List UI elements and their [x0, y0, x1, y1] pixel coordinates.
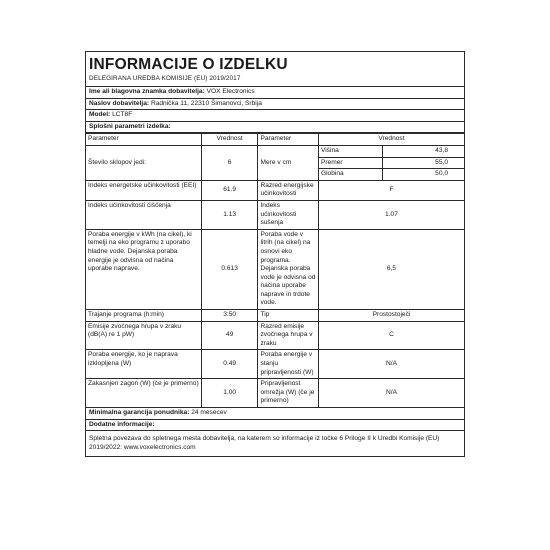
settings-value: 6 [201, 145, 258, 180]
standby-label: Poraba energije v stanju pripravljenosti (W) [258, 350, 318, 379]
table-row-off-mode [86, 350, 464, 379]
supplier-address-label: Naslov dobavitelja: [89, 99, 150, 107]
eei-label: Indeks energetske učinkovitosti (EEI) [86, 180, 201, 200]
off-mode-value: 0.49 [201, 350, 258, 379]
duration-label: Trajanje programa (h:min) [86, 310, 201, 322]
parameters-table [86, 133, 464, 408]
dimensions-label: Mere v cm [258, 145, 318, 180]
column-header-value: Vrednost [201, 134, 258, 146]
supplier-brand-label: Ime ali blagovna znamka dobavitelja: [89, 88, 205, 95]
dim-width-value: 55,0 [383, 157, 464, 169]
cleaning-index-label: Indeks učinkovitosti čiščenja [86, 200, 201, 229]
table-row-eei [86, 180, 464, 200]
supplier-address-value: Radnička 11, 22310 Šimanovci, Srbija [150, 99, 262, 107]
noise-class-label: Razred emisije zvočnega hrupa v zraku [258, 321, 318, 350]
additional-info-row [86, 420, 464, 432]
additional-info-label: Dodatne informacije: [89, 420, 155, 428]
column-header-parameter: Parameter [86, 134, 201, 146]
model-value: LCT8F [112, 111, 133, 119]
type-label: Tip [258, 310, 318, 322]
type-value: Prostostoječi [318, 310, 464, 322]
noise-label: Emisije zvočnega hrupa v zraku (dB(A) re 1 pW) [86, 321, 201, 350]
warranty-row [86, 408, 464, 420]
duration-value: 3:50 [201, 310, 258, 322]
drying-index-value: 1.07 [318, 200, 464, 229]
regulation-subtitle: DELEGIRANA UREDBA KOMISIJE (EU) 2019/2017 [89, 75, 241, 82]
noise-class-value: C [318, 321, 464, 350]
dim-row [319, 157, 464, 169]
cleaning-index-value: 1.13 [201, 200, 258, 229]
table-row-duration [86, 310, 464, 322]
warranty-label: Minimalna garancija ponudnika: [89, 409, 190, 416]
table-row-energy [86, 229, 464, 309]
dim-depth-value: 50,0 [435, 170, 448, 178]
delay-start-label: Zakasnjen zagon (W) (če je primerno) [86, 379, 201, 408]
supplier-brand-value: VOX Electronics [206, 88, 255, 95]
drying-index-label: Indeks učinkovitosti sušenja [258, 200, 318, 229]
table-row-noise [86, 321, 464, 350]
general-params-label: Splošni parametri izdelka: [89, 122, 171, 130]
model-row [86, 110, 464, 122]
energy-consumption-label: Poraba energije v kWh (na cikel), ki temelji na eko programu z uporabo hladne vode. Dejanska poraba energije je odvisna od načina uporabe naprave. [86, 229, 201, 309]
off-mode-label: Poraba energije, ko je naprava izklopljena (W) [86, 350, 201, 379]
energy-class-label: Razred energijske učinkovitosti [258, 180, 318, 200]
eei-value: 61.9 [201, 180, 258, 200]
dimensions-cell [318, 145, 464, 180]
dim-height-value: 43,8 [383, 146, 464, 157]
model-label: Model: [89, 111, 111, 119]
dim-row [319, 169, 464, 180]
standby-value: N/A [318, 350, 464, 379]
column-header-parameter-2: Parameter [258, 134, 318, 146]
general-params-row [86, 122, 464, 134]
settings-label: Število sklopov jedi: [86, 145, 201, 180]
network-standby-value: N/A [318, 379, 464, 408]
table-row-cleaning [86, 200, 464, 229]
supplier-brand-row [86, 87, 464, 99]
dim-height-label: Višina [319, 146, 383, 157]
delay-start-value: 1.00 [201, 379, 258, 408]
supplier-link-text: Spletna povezava do spletnega mesta dobavitelja, na katerem so informacije iz točke 6 Priloge II k Uredbi Komisije (EU) 2019/2022: www.voxelectronics.com [89, 435, 440, 452]
water-consumption-label: Poraba vode v litrih (na cikel) na osnovi eko programa. Dejanska poraba vode je odvisna od načina uporabe naprave in trdote vode. [258, 229, 318, 309]
dim-depth-label: Globina [319, 169, 383, 180]
product-info-sheet [85, 51, 465, 457]
table-row-delay-start [86, 379, 464, 408]
dim-row [319, 146, 464, 157]
energy-class-value: F [318, 180, 464, 200]
table-row-settings [86, 145, 464, 180]
network-standby-label: Pripravljenost omrežja (W) (če je primerno) [258, 379, 318, 408]
energy-consumption-value: 0.613 [201, 229, 258, 309]
warranty-value: 24 mesecev [191, 409, 227, 416]
supplier-address-row [86, 99, 464, 111]
dim-width-label: Premer [319, 157, 383, 169]
noise-value: 49 [201, 321, 258, 350]
header [86, 52, 464, 87]
water-consumption-value: 6,5 [318, 229, 464, 309]
column-header-value-2: Vrednost [318, 134, 464, 146]
page-title: INFORMACIJE O IZDELKU [89, 56, 288, 73]
dimensions-table [319, 146, 464, 180]
table-header-row [86, 134, 464, 146]
